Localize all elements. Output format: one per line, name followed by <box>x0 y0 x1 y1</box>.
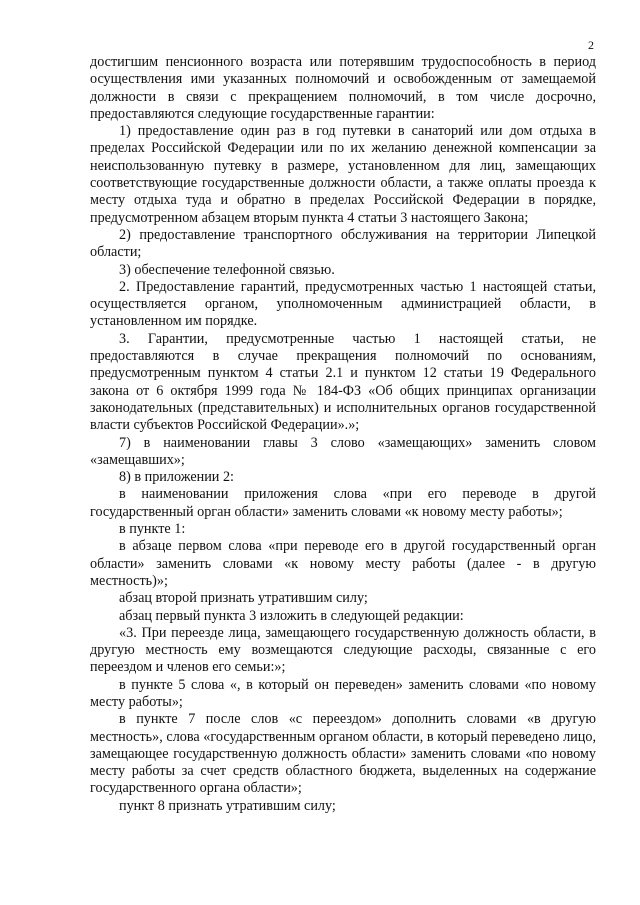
paragraph-point-1-second: абзац второй признать утратившим силу; <box>119 590 368 607</box>
paragraph-amendment-7: 7) в наименовании главы 3 слово «замещающих» заменить словом «замещавших»; <box>90 434 596 468</box>
paragraph-item-1-sanatorium: 1) предоставление один раз в год путевки в санаторий или дом отдыха в пределах Российской Федерации или по их желанию денежной компенсации за неиспользованную путевку в размере, установленном для лиц, замещающих соответствующие государственные должности области, а также оплаты проезда к месту отдыха туда и обратно в пределах Российской Федерации в порядке, предусмотренном абзацем вторым пункта 4 статьи 3 настоящего Закона; <box>90 123 596 226</box>
paragraph-amendment-8: 8) в приложении 2: <box>119 469 234 486</box>
paragraph-guarantees-intro: достигшим пенсионного возраста или потерявшим трудоспособность в период осуществления ими указанных полномочий и освобожденным от замещаемой должности в связи с прекращением полномочий, в том числе досрочно, предоставляются следующие государственные гарантии: <box>90 54 596 122</box>
paragraph-item-3-phone: 3) обеспечение телефонной связью. <box>119 261 335 278</box>
document-body <box>90 54 596 815</box>
paragraph-point-1: в пункте 1: <box>119 521 186 538</box>
paragraph-point-7: в пункте 7 после слов «с переездом» дополнить словами «в другую местность», слова «государственным органом области, в который переведено лицо, замещающее государственную должность области» заменить словами «по новому месту работы за счет средств областного бюджета, выделенных на содержание государственного органа области»; <box>90 711 596 797</box>
paragraph-point-5: в пункте 5 слова «, в который он переведен» заменить словами «по новому месту работы»; <box>90 676 596 710</box>
paragraph-item-2-transport: 2) предоставление транспортного обслуживания на территории Липецкой области; <box>90 226 596 261</box>
paragraph-point-3-new-text: «3. При переезде лица, замещающего государственную должность области, в другую местность ему возмещаются следующие расходы, связанные с его переездом и членов его семьи:»; <box>90 624 596 676</box>
paragraph-appendix-title: в наименовании приложения слова «при его переводе в другой государственный орган области» заменить словами «к новому месту работы»; <box>90 486 596 520</box>
paragraph-point-1-first: в абзаце первом слова «при переводе его в другой государственный орган области» заменить словами «к новому месту работы (далее - в другую местность)»; <box>90 538 596 589</box>
paragraph-point-3: абзац первый пункта 3 изложить в следующей редакции: <box>119 607 464 624</box>
paragraph-part-3: 3. Гарантии, предусмотренные частью 1 настоящей статьи, не предоставляются в случае прекращения полномочий по основаниям, предусмотренным пунктом 4 статьи 2.1 и пунктом 12 статьи 19 Федерального закона от 6 октября 1999 года № 184-ФЗ «Об общих принципах организации законодательных (представительных) и исполнительных органов государственной власти субъектов Российской Федерации».»; <box>90 330 596 434</box>
page-number: 2 <box>588 38 594 52</box>
paragraph-point-8: пункт 8 признать утратившим силу; <box>119 797 336 814</box>
paragraph-part-2: 2. Предоставление гарантий, предусмотренных частью 1 настоящей статьи, осуществляется органом, уполномоченным администрацией области, в установленном им порядке. <box>90 278 596 330</box>
